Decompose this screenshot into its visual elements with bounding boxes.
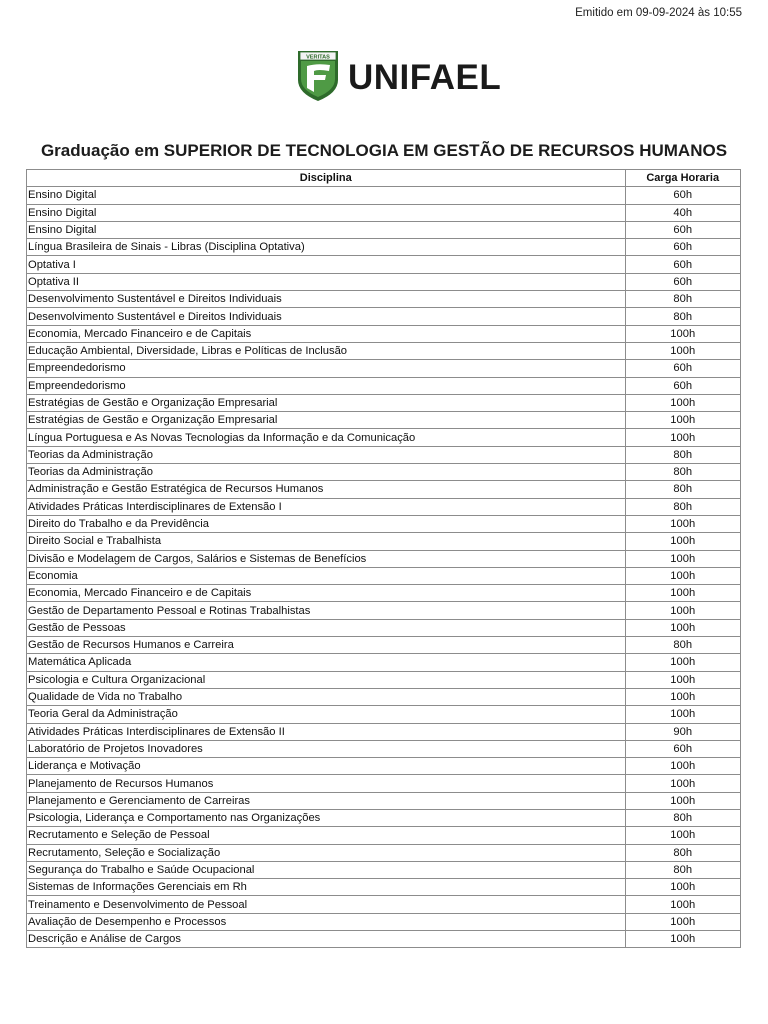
discipline-name: Teorias da Administração <box>27 464 626 481</box>
table-row <box>27 724 741 741</box>
workload-hours: 100h <box>626 533 742 550</box>
discipline-name: Ensino Digital <box>27 222 626 239</box>
discipline-name: Divisão e Modelagem de Cargos, Salários e Sistemas de Benefícios <box>27 551 626 568</box>
workload-hours: 100h <box>626 914 742 931</box>
discipline-name: Laboratório de Projetos Inovadores <box>27 741 626 758</box>
table-row <box>27 412 741 429</box>
discipline-name: Gestão de Pessoas <box>27 620 626 637</box>
table-row <box>27 239 741 256</box>
workload-hours: 100h <box>626 879 742 896</box>
workload-hours: 100h <box>626 551 742 568</box>
workload-hours: 90h <box>626 724 742 741</box>
workload-hours: 100h <box>626 343 742 360</box>
discipline-name: Matemática Aplicada <box>27 654 626 671</box>
table-row <box>27 395 741 412</box>
workload-hours: 100h <box>626 827 742 844</box>
crest-banner-text: VERITAS <box>306 54 330 61</box>
table-row <box>27 205 741 222</box>
table-row <box>27 845 741 862</box>
table-row <box>27 447 741 464</box>
workload-hours: 100h <box>626 395 742 412</box>
workload-hours: 100h <box>626 706 742 723</box>
workload-hours: 60h <box>626 360 742 377</box>
table-row <box>27 429 741 446</box>
discipline-name: Ensino Digital <box>27 205 626 222</box>
workload-hours: 100h <box>626 654 742 671</box>
table-row <box>27 810 741 827</box>
workload-hours: 80h <box>626 862 742 879</box>
workload-hours: 100h <box>626 689 742 706</box>
discipline-name: Ensino Digital <box>27 187 626 204</box>
workload-hours: 100h <box>626 585 742 602</box>
workload-hours: 100h <box>626 412 742 429</box>
table-row <box>27 689 741 706</box>
table-row <box>27 378 741 395</box>
discipline-name: Economia, Mercado Financeiro e de Capitais <box>27 326 626 343</box>
workload-hours: 100h <box>626 620 742 637</box>
table-row <box>27 620 741 637</box>
workload-hours: 100h <box>626 568 742 585</box>
issued-timestamp: Emitido em 09-09-2024 às 10:55 <box>575 7 742 19</box>
unifael-logo <box>295 46 501 102</box>
page-title: Graduação em SUPERIOR DE TECNOLOGIA EM GESTÃO DE RECURSOS HUMANOS <box>40 141 728 160</box>
table-row <box>27 585 741 602</box>
workload-hours: 60h <box>626 741 742 758</box>
workload-hours: 60h <box>626 256 742 273</box>
discipline-name: Direito Social e Trabalhista <box>27 533 626 550</box>
table-row <box>27 533 741 550</box>
discipline-name: Desenvolvimento Sustentável e Direitos Individuais <box>27 291 626 308</box>
table-row <box>27 291 741 308</box>
table-row <box>27 672 741 689</box>
discipline-name: Psicologia, Liderança e Comportamento nas Organizações <box>27 810 626 827</box>
table-row <box>27 654 741 671</box>
table-row <box>27 256 741 273</box>
discipline-name: Gestão de Departamento Pessoal e Rotinas Trabalhistas <box>27 602 626 619</box>
table-row <box>27 326 741 343</box>
table-header-row <box>27 170 741 187</box>
discipline-name: Língua Brasileira de Sinais - Libras (Disciplina Optativa) <box>27 239 626 256</box>
workload-hours: 60h <box>626 378 742 395</box>
table-row <box>27 793 741 810</box>
table-row <box>27 862 741 879</box>
discipline-name: Administração e Gestão Estratégica de Recursos Humanos <box>27 481 626 498</box>
table-row <box>27 360 741 377</box>
workload-hours: 60h <box>626 187 742 204</box>
column-header-disciplina: Disciplina <box>27 170 626 187</box>
table-row <box>27 499 741 516</box>
discipline-name: Teoria Geral da Administração <box>27 706 626 723</box>
discipline-name: Atividades Práticas Interdisciplinares de Extensão II <box>27 724 626 741</box>
discipline-name: Empreendedorismo <box>27 360 626 377</box>
discipline-name: Optativa II <box>27 274 626 291</box>
table-row <box>27 758 741 775</box>
table-row <box>27 516 741 533</box>
workload-hours: 100h <box>626 326 742 343</box>
workload-hours: 100h <box>626 793 742 810</box>
workload-hours: 60h <box>626 274 742 291</box>
workload-hours: 80h <box>626 810 742 827</box>
discipline-name: Estratégias de Gestão e Organização Empresarial <box>27 412 626 429</box>
discipline-name: Economia, Mercado Financeiro e de Capitais <box>27 585 626 602</box>
table-row <box>27 931 741 948</box>
table-row <box>27 308 741 325</box>
discipline-name: Teorias da Administração <box>27 447 626 464</box>
table-row <box>27 568 741 585</box>
workload-hours: 80h <box>626 637 742 654</box>
workload-hours: 100h <box>626 931 742 948</box>
discipline-name: Optativa I <box>27 256 626 273</box>
table-row <box>27 827 741 844</box>
table-row <box>27 637 741 654</box>
workload-hours: 60h <box>626 222 742 239</box>
table-row <box>27 602 741 619</box>
discipline-name: Recrutamento e Seleção de Pessoal <box>27 827 626 844</box>
table-row <box>27 551 741 568</box>
workload-hours: 100h <box>626 896 742 913</box>
discipline-name: Psicologia e Cultura Organizacional <box>27 672 626 689</box>
workload-hours: 80h <box>626 291 742 308</box>
discipline-name: Planejamento e Gerenciamento de Carreiras <box>27 793 626 810</box>
discipline-name: Liderança e Motivação <box>27 758 626 775</box>
workload-hours: 80h <box>626 464 742 481</box>
table-row <box>27 879 741 896</box>
table-row <box>27 222 741 239</box>
discipline-name: Descrição e Análise de Cargos <box>27 931 626 948</box>
discipline-name: Educação Ambiental, Diversidade, Libras e Políticas de Inclusão <box>27 343 626 360</box>
workload-hours: 80h <box>626 481 742 498</box>
curriculum-table <box>26 169 741 948</box>
table-row <box>27 481 741 498</box>
workload-hours: 100h <box>626 775 742 792</box>
discipline-name: Língua Portuguesa e As Novas Tecnologias da Informação e da Comunicação <box>27 429 626 446</box>
table-row <box>27 706 741 723</box>
discipline-name: Segurança do Trabalho e Saúde Ocupacional <box>27 862 626 879</box>
workload-hours: 80h <box>626 499 742 516</box>
table-body <box>27 187 741 948</box>
table-row <box>27 775 741 792</box>
discipline-name: Qualidade de Vida no Trabalho <box>27 689 626 706</box>
discipline-name: Desenvolvimento Sustentável e Direitos Individuais <box>27 308 626 325</box>
table-row <box>27 914 741 931</box>
unifael-crest-icon <box>295 46 341 102</box>
discipline-name: Gestão de Recursos Humanos e Carreira <box>27 637 626 654</box>
workload-hours: 40h <box>626 205 742 222</box>
workload-hours: 80h <box>626 447 742 464</box>
discipline-name: Estratégias de Gestão e Organização Empresarial <box>27 395 626 412</box>
table-row <box>27 187 741 204</box>
discipline-name: Recrutamento, Seleção e Socialização <box>27 845 626 862</box>
table-row <box>27 343 741 360</box>
discipline-name: Planejamento de Recursos Humanos <box>27 775 626 792</box>
discipline-name: Atividades Práticas Interdisciplinares de Extensão I <box>27 499 626 516</box>
table-row <box>27 741 741 758</box>
workload-hours: 80h <box>626 845 742 862</box>
workload-hours: 100h <box>626 516 742 533</box>
discipline-name: Avaliação de Desempenho e Processos <box>27 914 626 931</box>
column-header-carga-horaria: Carga Horaria <box>626 170 742 187</box>
table-row <box>27 896 741 913</box>
table-row <box>27 274 741 291</box>
workload-hours: 100h <box>626 602 742 619</box>
discipline-name: Direito do Trabalho e da Previdência <box>27 516 626 533</box>
workload-hours: 80h <box>626 308 742 325</box>
discipline-name: Economia <box>27 568 626 585</box>
workload-hours: 100h <box>626 758 742 775</box>
brand-name: UNIFAEL <box>348 57 502 97</box>
workload-hours: 100h <box>626 672 742 689</box>
workload-hours: 100h <box>626 429 742 446</box>
workload-hours: 60h <box>626 239 742 256</box>
discipline-name: Treinamento e Desenvolvimento de Pessoal <box>27 896 626 913</box>
table-row <box>27 464 741 481</box>
discipline-name: Empreendedorismo <box>27 378 626 395</box>
discipline-name: Sistemas de Informações Gerenciais em Rh <box>27 879 626 896</box>
